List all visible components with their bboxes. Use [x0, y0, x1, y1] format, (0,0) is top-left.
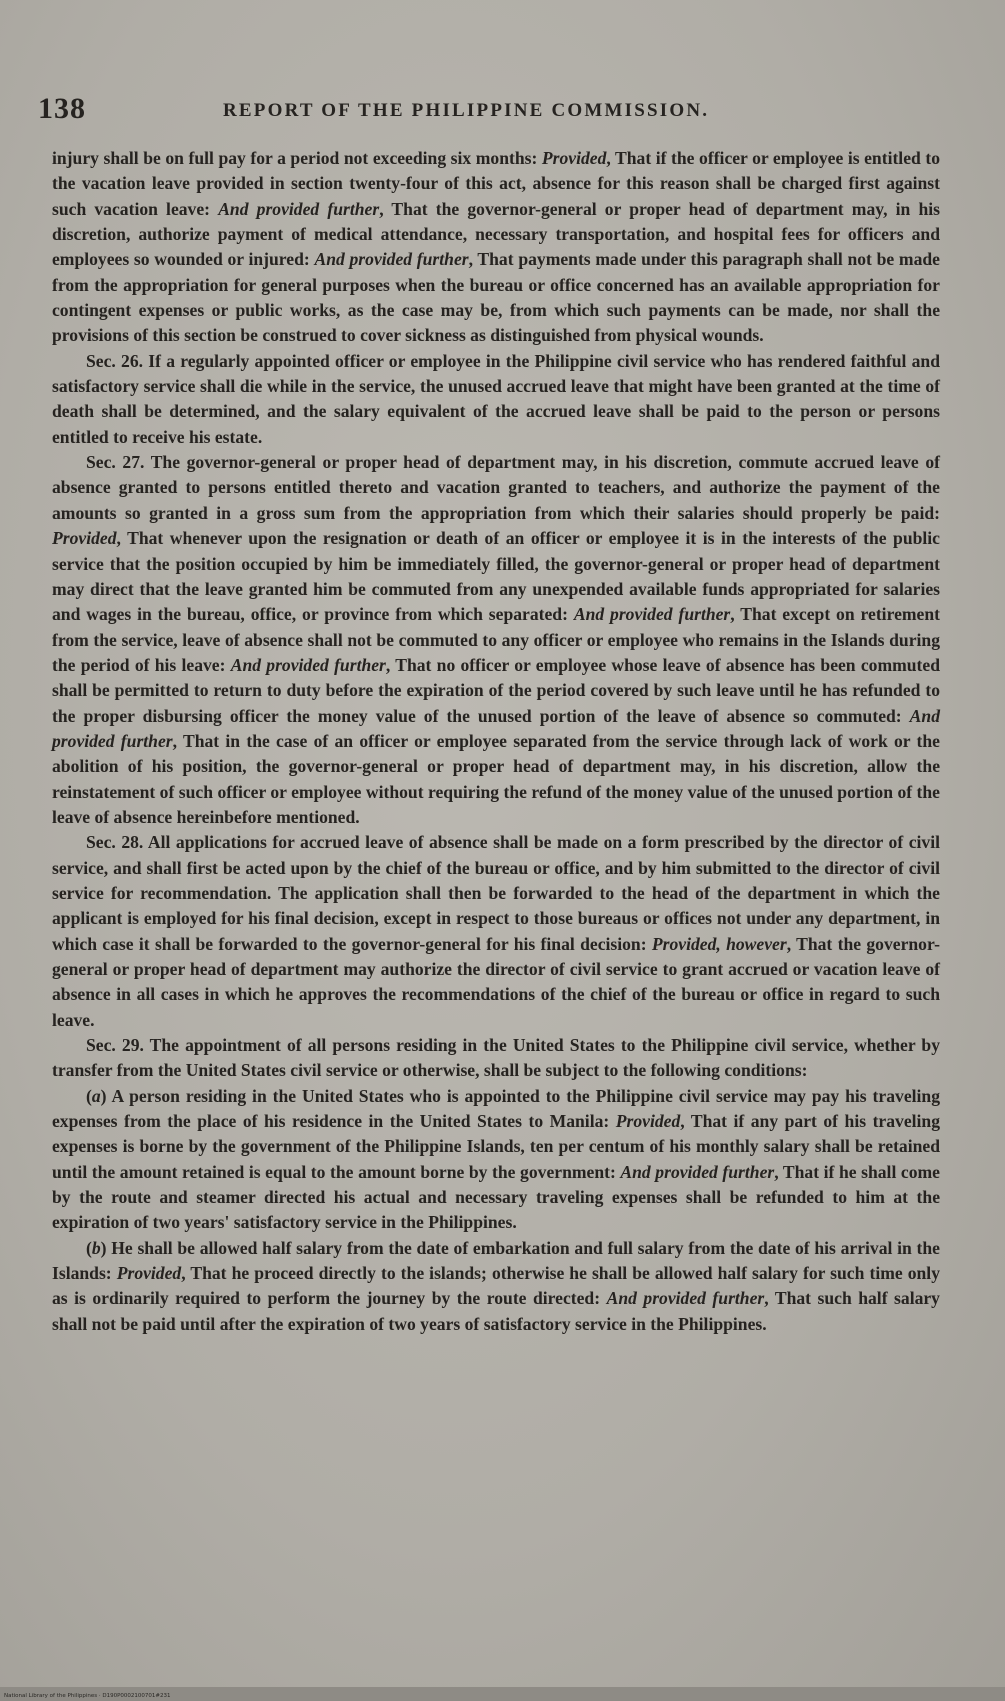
- italic-run: And provided further: [218, 198, 380, 219]
- italic-run: And provided further: [620, 1161, 775, 1182]
- text-run: ) A person residing in the United States who is appointed to the Philippine civil service may pay his traveling expenses from the place of his residence in the United States to Manila:: [52, 1085, 940, 1132]
- italic-run: a: [91, 1085, 101, 1106]
- text-run: Sec. 28. All applications for accrued leave of absence shall be made on a form prescribed by the director of civil service, and shall first be acted upon by the chief of the bureau or office, and by him submitted to the director of civil service for recommendation. The application shall then be forwarded to the head of the department in which the applicant is employed for his final decision, except in respect to those bureaus or offices not under any department, in which case it shall be forwarded to the governor-general for his final decision:: [52, 832, 940, 954]
- text-run: , That if any part of his traveling expenses is borne by the government of the Philippine Islands, ten per centum of his monthly salary shall be retained until the amount retained is equal to the amount borne by the government:: [52, 1111, 940, 1182]
- italic-run: And provided further: [573, 604, 731, 625]
- text-run: , That he proceed directly to the islands; otherwise he shall be allowed half salary for such time only as is ordinarily required to perform the journey by the route directed:: [52, 1263, 940, 1309]
- text-run: injury shall be on full pay for a period not exceeding six months:: [52, 148, 542, 168]
- italic-run: And provided further: [606, 1288, 765, 1309]
- paragraph: [52, 146, 940, 349]
- text-run: , That the governor-general or proper head of department may, in his discretion, authorize payment of medical attendance, necessary transportation, and hospital fees for officers and employees so wounded or injured:: [52, 198, 940, 270]
- italic-run: Provided, however: [651, 933, 787, 954]
- italic-run: Provided: [116, 1263, 182, 1284]
- paragraph: [52, 1084, 940, 1236]
- italic-run: And provided further: [314, 249, 469, 270]
- text-run: (: [86, 1237, 92, 1258]
- footer-strip: [0, 1687, 1005, 1701]
- paragraph: [52, 830, 940, 1033]
- paragraph: [52, 1033, 940, 1084]
- italic-run: And provided further: [230, 654, 386, 675]
- text-run: , That except on retirement from the service, leave of absence shall not be commuted to any officer or employee who remains in the Islands during the period of his leave:: [52, 604, 940, 675]
- paragraph: [52, 450, 940, 830]
- paragraph: [52, 349, 940, 450]
- text-run: , That no officer or employee whose leave of absence has been commuted shall be permitted to return to duty before the expiration of the period covered by such leave until he has refunded to the proper disbursing officer the money value of the unused portion of the leave of absence so commuted:: [52, 654, 940, 726]
- text-run: , That if he shall come by the route and steamer directed his actual and necessary traveling expenses shall be refunded to him at the expiration of two years' satisfactory service in the Philippines.: [52, 1161, 940, 1233]
- text-run: , That such half salary shall not be paid until after the expiration of two years of satisfactory service in the Philippines.: [52, 1288, 940, 1334]
- footer-credit: National Library of the Philippines · D190P0002100701#231: [4, 1693, 171, 1699]
- text-run: , That the governor-general or proper head of department may authorize the director of civil service to grant accrued or vacation leave of absence in all cases in which he approves the recommendations of the chief of the bureau or office in regard to such leave.: [52, 933, 940, 1030]
- paragraph: [52, 1236, 940, 1337]
- text-run: , That if the officer or employee is entitled to the vacation leave provided in section twenty-four of this act, absence for this reason shall be charged first against such vacation leave:: [52, 148, 940, 219]
- text-run: , That whenever upon the resignation or death of an officer or employee it is in the interests of the public service that the position occupied by him be immediately filled, the governor-general or proper head of department may direct that the leave granted him be commuted from any unexpended available funds appropriated for salaries and wages in the bureau, office, or province from which separated:: [52, 528, 940, 625]
- italic-run: And provided further: [52, 705, 940, 751]
- text-run: Sec. 26. If a regularly appointed officer or employee in the Philippine civil service who has rendered faithful and satisfactory service shall die while in the service, the unused accrued leave that might have been granted at the time of death shall be determined, and the salary equivalent of the accrued leave shall be paid to the person or persons entitled to receive his estate.: [52, 350, 940, 447]
- text-run: Sec. 29. The appointment of all persons residing in the United States to the Philippine civil service, whether by transfer from the United States civil service or otherwise, shall be subject to the following conditions:: [52, 1035, 940, 1081]
- text-run: ) He shall be allowed half salary from the date of embarkation and full salary from the date of his arrival in the Islands:: [52, 1237, 940, 1284]
- text-run: , That payments made under this paragraph shall not be made from the appropriation for general purposes when the bureau or office concerned has an available appropriation for contingent expenses or public works, as the case may be, from which such payments can be made, nor shall the provisions of this section be construed to cover sickness as distinguished from physical wounds.: [52, 249, 940, 346]
- text-run: (: [86, 1085, 92, 1106]
- body-text: [52, 146, 940, 1337]
- italic-run: Provided: [615, 1111, 681, 1132]
- running-head: REPORT OF THE PHILIPPINE COMMISSION.: [223, 100, 710, 121]
- italic-run: Provided: [541, 148, 607, 168]
- italic-run: b: [91, 1237, 101, 1258]
- text-run: , That in the case of an officer or employee separated from the service through lack of work or the abolition of his position, the governor-general or proper head of department may, in his discretion, allow the reinstatement of such officer or employee without requiring the refund of the money value of the unused portion of the leave of absence hereinbefore mentioned.: [52, 730, 940, 827]
- page-number: 138: [38, 92, 86, 125]
- text-run: Sec. 27. The governor-general or proper head of department may, in his discretion, commute accrued leave of absence granted to persons entitled thereto and vacation granted to teachers, and authorize the payment of the amounts so granted in a gross sum from the appropriation from which their salaries should properly be paid:: [52, 452, 940, 523]
- page-header: [38, 92, 938, 132]
- italic-run: Provided: [52, 528, 117, 549]
